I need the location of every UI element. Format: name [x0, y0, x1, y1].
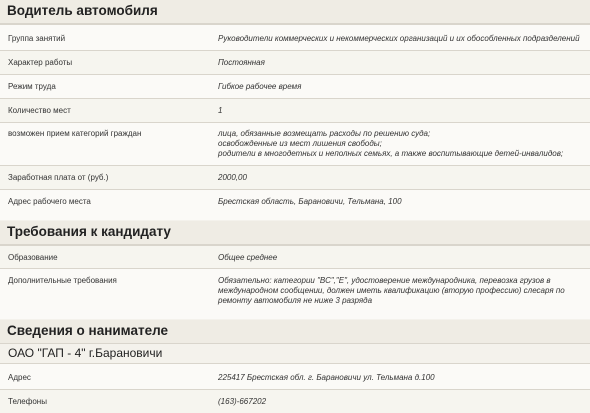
row-label: Заработная плата от (руб.): [8, 173, 109, 182]
row-label: Образование: [8, 253, 58, 262]
section-title-requirements: Требования к кандидату: [0, 221, 590, 245]
info-row-occupation-group: [0, 24, 590, 50]
info-row-education: [0, 245, 590, 268]
row-value: Брестская область, Барановичи, Тельмана, 100: [218, 197, 402, 206]
row-value: (163)-667202: [218, 397, 267, 406]
info-row-salary: [0, 165, 590, 189]
row-label: Дополнительные требования: [8, 276, 117, 285]
value-line: международном сообщении, должен иметь квалификацию (вторую профессию) слесаря по: [218, 286, 565, 295]
row-value: [218, 129, 583, 159]
info-row-work-address: [0, 189, 590, 220]
value-line: родители в многодетных и неполных семьях, а также воспитывающие детей-инвалидов;: [218, 149, 564, 158]
info-row-citizen-categories: [0, 122, 590, 165]
row-value: Гибкое рабочее время: [218, 82, 302, 91]
value-line: освобожденные из мест лишения свободы;: [218, 139, 382, 148]
row-label: Количество мест: [8, 106, 71, 115]
info-row-work-type: [0, 50, 590, 74]
row-label: Режим труда: [8, 82, 56, 91]
info-row-additional-requirements: [0, 268, 590, 319]
row-value: [218, 276, 583, 306]
info-row-places-count: [0, 98, 590, 122]
employer-name: ОАО "ГАП - 4" г.Барановичи: [8, 346, 163, 360]
row-label: возможен прием категорий граждан: [8, 129, 142, 138]
info-row-employer-address: [0, 363, 590, 389]
row-value: Руководители коммерческих и некоммерческих организаций и их обособленных подразделений: [218, 34, 580, 43]
value-line: лица, обязанные возмещать расходы по решению суда;: [218, 129, 431, 138]
row-label: Адрес рабочего места: [8, 197, 91, 206]
section-title-vacancy: Водитель автомобиля: [0, 0, 590, 24]
row-value: 1: [218, 106, 223, 115]
value-line: ремонту автомобиля не ниже 3 разряда: [218, 296, 373, 305]
row-value: Общее среднее: [218, 253, 278, 262]
row-label: Характер работы: [8, 58, 73, 67]
section-title-employer: Сведения о нанимателе: [0, 320, 590, 344]
row-label: Адрес: [8, 373, 31, 382]
row-label: Группа занятий: [8, 34, 66, 43]
row-value: 225417 Брестская обл. г. Барановичи ул. Тельмана д.100: [218, 373, 435, 382]
value-line: Обязательно: категории "ВС","Е", удостоверение международника, перевозка грузов в: [218, 276, 551, 285]
row-value: Постоянная: [218, 58, 265, 67]
row-value: 2000,00: [218, 173, 247, 182]
info-row-work-schedule: [0, 74, 590, 98]
info-row-employer-phones: [0, 389, 590, 413]
row-label: Телефоны: [8, 397, 47, 406]
